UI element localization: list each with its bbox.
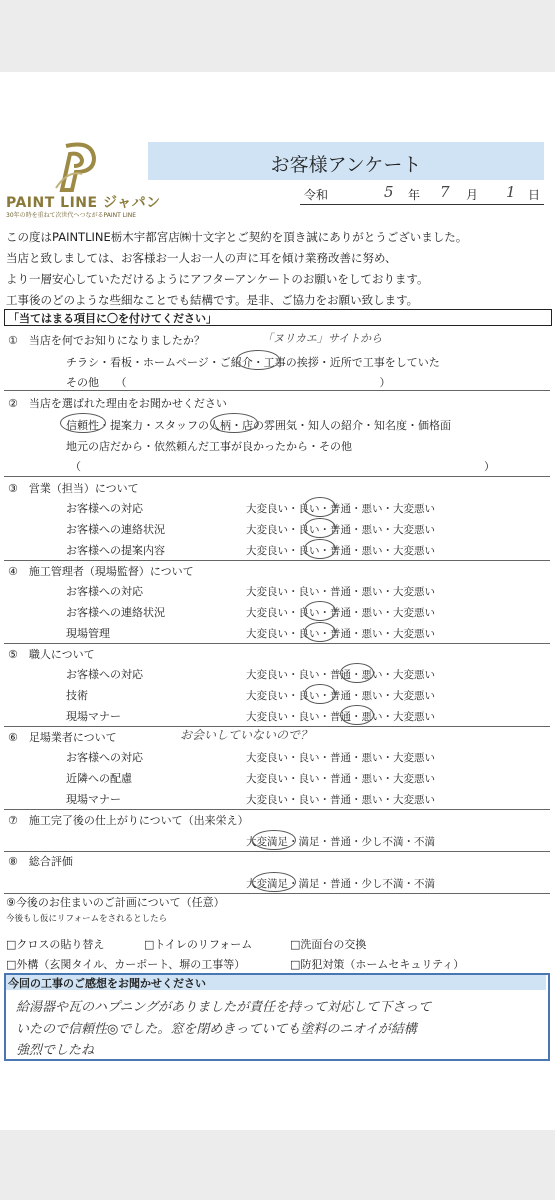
q2-paren-open: （ bbox=[70, 460, 81, 473]
comment-line: 給湯器や瓦のハプニングがありましたが責任を持って対応して下さって bbox=[16, 1000, 432, 1015]
comment-heading: 今回の工事のご感想をお聞かせください bbox=[8, 977, 206, 990]
q5-label: ⑤ 職人について bbox=[8, 648, 95, 661]
rating-scale: 大変良い・良い・普通・悪い・大変悪い bbox=[246, 503, 435, 515]
q5-item: 技術 bbox=[66, 689, 88, 702]
divider bbox=[4, 643, 550, 644]
q1-other: その他 （ ） bbox=[66, 376, 391, 389]
q2-options-1: 信頼性・提案力・スタッフの人柄・店の雰囲気・知人の紹介・知名度・価格面 bbox=[66, 419, 451, 432]
answer-circle bbox=[304, 539, 336, 559]
date-year: 5 bbox=[384, 183, 394, 201]
logo-text: PAINT LINE ジャパン bbox=[6, 195, 161, 211]
q5-item: 現場マナー bbox=[66, 710, 121, 723]
q3-item: お客様への連絡状況 bbox=[66, 523, 165, 536]
date-day-label: 日 bbox=[528, 188, 541, 202]
divider bbox=[4, 476, 550, 477]
answer-circle bbox=[210, 413, 258, 433]
q6-item: 近隣への配慮 bbox=[66, 772, 132, 785]
divider bbox=[4, 390, 550, 391]
q8-label: ⑧ 総合評価 bbox=[8, 855, 73, 868]
q3-item: お客様への提案内容 bbox=[66, 544, 165, 557]
q4-label: ④ 施工管理者（現場監督）について bbox=[8, 565, 194, 578]
q7-label: ⑦ 施工完了後の仕上がりについて（出来栄え） bbox=[8, 814, 249, 827]
divider bbox=[4, 560, 550, 561]
rating-scale: 大変良い・良い・普通・悪い・大変悪い bbox=[246, 669, 435, 681]
q9-option-security[interactable]: □防犯対策（ホームセキュリティ） bbox=[290, 958, 465, 971]
answer-circle bbox=[304, 601, 336, 621]
rating-scale: 大変良い・良い・普通・悪い・大変悪い bbox=[246, 524, 435, 536]
satisfaction-scale: 大変満足・満足・普通・少し不満・不満 bbox=[246, 836, 435, 848]
rating-scale: 大変良い・良い・普通・悪い・大変悪い bbox=[246, 711, 435, 723]
intro-line: より一層安心していただけるようにアフターアンケートのお願いをしております。 bbox=[6, 272, 429, 286]
rating-scale: 大変良い・良い・普通・悪い・大変悪い bbox=[246, 794, 435, 806]
rating-scale: 大変良い・良い・普通・悪い・大変悪い bbox=[246, 545, 435, 557]
comment-line: 強烈でしたね bbox=[16, 1043, 95, 1058]
divider bbox=[4, 809, 550, 810]
answer-circle bbox=[304, 684, 336, 704]
q6-item: 現場マナー bbox=[66, 793, 121, 806]
date-day: 1 bbox=[506, 183, 516, 201]
q6-handwriting: お会いしていないので？ bbox=[180, 728, 313, 742]
title-band bbox=[148, 142, 544, 180]
answer-circle bbox=[304, 622, 336, 642]
date-underline bbox=[300, 204, 544, 205]
q3-item: お客様への対応 bbox=[66, 502, 143, 515]
q4-item: お客様への連絡状況 bbox=[66, 606, 165, 619]
q9-option-cross[interactable]: □クロスの貼り替え bbox=[6, 938, 105, 951]
intro-line: この度はPAINTLINE栃木宇都宮店㈱十文字とご契約を頂き誠にありがとうございました。 bbox=[6, 230, 468, 244]
q6-item: お客様への対応 bbox=[66, 751, 143, 764]
rating-scale: 大変良い・良い・普通・悪い・大変悪い bbox=[246, 586, 435, 598]
date-year-label: 年 bbox=[408, 188, 421, 202]
q9-option-exterior[interactable]: □外構（玄関タイル、カーポート、塀の工事等） bbox=[6, 958, 246, 971]
page-title: お客様アンケート bbox=[270, 154, 422, 176]
rating-scale: 大変良い・良い・普通・悪い・大変悪い bbox=[246, 773, 435, 785]
q9-option-washbasin[interactable]: □洗面台の交換 bbox=[290, 938, 367, 951]
answer-circle bbox=[304, 497, 336, 517]
q4-item: お客様への対応 bbox=[66, 585, 143, 598]
logo-subtitle: 30年の時を重ねて次世代へつながるPAINT LINE bbox=[6, 212, 137, 219]
q5-item: お客様への対応 bbox=[66, 668, 143, 681]
rating-scale: 大変良い・良い・普通・悪い・大変悪い bbox=[246, 690, 435, 702]
q1-options: チラシ・看板・ホームページ・ご紹介・工事の挨拶・近所で工事をしていた bbox=[66, 356, 440, 369]
q6-label: ⑥ 足場業者について bbox=[8, 731, 117, 744]
answer-circle bbox=[60, 413, 106, 433]
q2-paren-close: ） bbox=[484, 460, 495, 473]
q1-label: ① 当店を何でお知りになりましたか？ bbox=[8, 334, 205, 347]
answer-circle bbox=[340, 705, 374, 725]
answer-circle bbox=[252, 872, 296, 892]
q2-options-2: 地元の店だから・依然頼んだ工事が良かったから・その他 bbox=[66, 440, 352, 453]
intro-line: 工事後のどのような些細なことでも結構です。是非、ご協力をお願い致します。 bbox=[6, 293, 419, 307]
date-month-label: 月 bbox=[466, 188, 479, 202]
satisfaction-scale: 大変満足・満足・普通・少し不満・不満 bbox=[246, 878, 435, 890]
rating-scale: 大変良い・良い・普通・悪い・大変悪い bbox=[246, 752, 435, 764]
date-month: 7 bbox=[440, 183, 450, 201]
q9-label: ⑨今後のお住まいのご計画について（任意） bbox=[6, 896, 225, 909]
instruction: 「当てはまる項目に〇を付けてください」 bbox=[8, 312, 217, 325]
answer-circle bbox=[340, 663, 374, 683]
comment-line: いたので信頼性◎でした。窓を閉めきっていても塗料のニオイが結構 bbox=[16, 1022, 417, 1037]
rating-scale: 大変良い・良い・普通・悪い・大変悪い bbox=[246, 607, 435, 619]
q9-option-toilet[interactable]: □トイレのリフォーム bbox=[144, 938, 253, 951]
paintline-logo-icon bbox=[52, 140, 98, 192]
answer-circle bbox=[236, 350, 280, 370]
intro-line: 当店と致しましては、お客様お一人お一人の声に耳を傾け業務改善に努め、 bbox=[6, 251, 397, 265]
answer-circle bbox=[252, 830, 296, 850]
date-era: 令和 bbox=[304, 188, 329, 202]
q2-label: ② 当店を選ばれた理由をお聞かせください bbox=[8, 397, 227, 410]
q9-note: 今後もし仮にリフォームをされるとしたら bbox=[6, 914, 168, 924]
q3-label: ③ 営業（担当）について bbox=[8, 482, 139, 495]
q4-item: 現場管理 bbox=[66, 627, 110, 640]
answer-circle bbox=[304, 518, 336, 538]
q1-handwriting: 「ヌリカエ」サイトから bbox=[262, 332, 383, 345]
rating-scale: 大変良い・良い・普通・悪い・大変悪い bbox=[246, 628, 435, 640]
divider bbox=[4, 851, 550, 852]
